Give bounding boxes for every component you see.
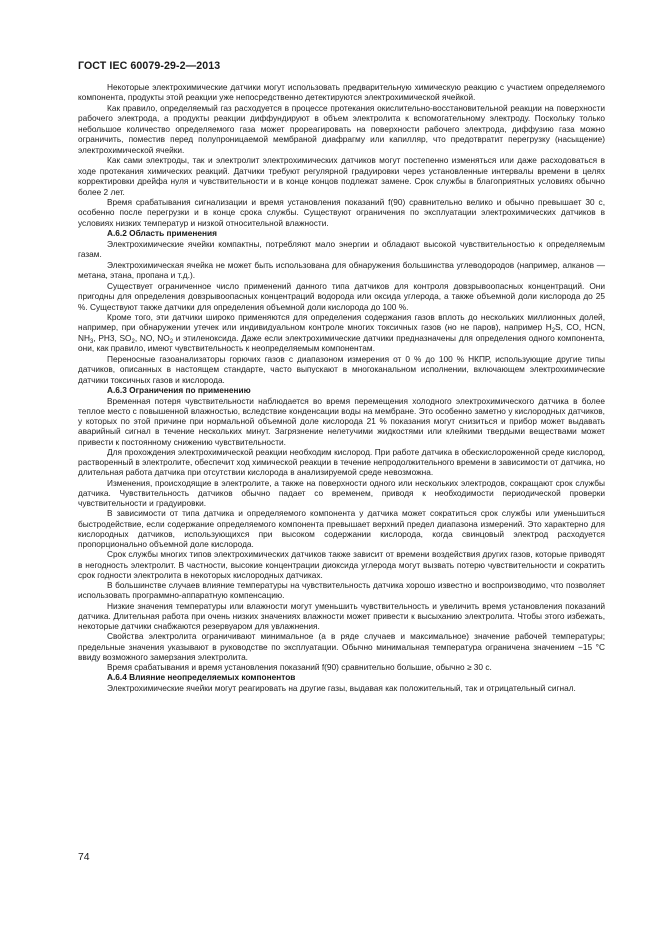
- document-body: [78, 82, 605, 693]
- paragraph: Как правило, определяемый газ расходуется в процессе протекания окислительно-восстановительной реакции на поверхности рабочего электрода, а продукты реакции диффундируют в объем электролита к вспомогательному электроду. Поскольку только небольшое количество определяемого газа может прореагировать на поверхности рабочего электрода, диффузию газа можно ограничить, поместив перед полупроницаемой мембраной диафрагму или капилляр, что предотвратит перегрузку (насыщение) электрохимической ячейки.: [78, 102, 605, 155]
- text-run: Кроме того, эти датчики широко применяются для определения содержания газов вплоть до нескольких миллионных долей, например, при обнаружении утечек или индивидуальном контроле многих токсичных газов (но не паров), например H: [78, 311, 605, 333]
- page-header-standard-title: ГОСТ IEC 60079-29-2—2013: [78, 60, 221, 72]
- section-heading-a62: А.6.2 Область применения: [107, 228, 217, 239]
- paragraph: Временная потеря чувствительности наблюдается во время перемещения холодного электрохимического датчика в более теплое место с повышенной влажностью, вследствие конденсации воды на мембране. Это особенно заметно у кислородных датчиков, у которых по этой причине при нормальной объемной доле кислорода 21 % показания могут снизиться и прибор может выдавать аварийный сигнал в течение нескольких минут. Загрязнение нелетучими жидкостями или клейкими твердыми веществами может привести к постоянному снижению чувствительности.: [78, 395, 605, 447]
- text-run: S, CO, HCN, NH: [78, 322, 605, 343]
- paragraph-gases: [78, 312, 605, 354]
- subscript: 2: [551, 328, 556, 335]
- paragraph: Как сами электроды, так и электролит электрохимических датчиков могут постепенно изменяться или даже расходоваться в ходе протекания химических реакций. Датчики требуют регулярной градуировки через установленные интервалы времени в целях корректировки дрейфа нуля и чувствительности и в конце концов подлежат замене. Срок службы в благоприятных условиях обычно более 2 лет.: [78, 155, 605, 197]
- paragraph: Электрохимические ячейки компактны, потребляют мало энергии и обладают высокой чувствительностью к определяемым газам.: [78, 238, 605, 260]
- paragraph: Срок службы многих типов электрохимических датчиков также зависит от времени воздействия других газов, которые приводят в негодность электролит. В частности, высокие концентрации диоксида углерода могут вызвать потерю чувствительности и сократить срок годности электролита в некоторых кислородных датчиках.: [78, 549, 605, 580]
- section-heading-a64: А.6.4 Влияние неопределяемых компонентов: [107, 672, 296, 683]
- section-heading-a63: А.6.3 Ограничения по применению: [107, 385, 251, 396]
- paragraph: Низкие значения температуры или влажности могут уменьшить чувствительность и увеличить время установления показаний датчика. Длительная работа при очень низких значениях влажности может привести к высыханию электролита. Чтобы этого избежать, некоторые датчики снабжаются резервуаром для увлажнения.: [78, 600, 605, 632]
- paragraph: Существует ограниченное число применений данного типа датчиков для контроля довзрывоопасных концентраций. Они пригодны для определения довзрывоопасных концентраций водорода или оксида углерода, а также объемной доли кислорода до 25 %. Существуют также датчики для определения объемной доли кислорода до 100 %.: [78, 280, 605, 312]
- text-run: , PH3, SO: [93, 332, 132, 343]
- page-number: 74: [78, 852, 90, 863]
- paragraph: Время срабатывания сигнализации и время установления показаний f(90) сравнительно велико и обычно превышает 30 с, особенно после перегрузки и в конце срока службы. Существуют ограничения по эксплуатации электрохимических датчиков в условиях низких температур и низкой относительной влажности.: [78, 196, 605, 228]
- text-run: и этиленоксида. Даже если электрохимические датчики предназначены для определения одного компонента, они, как правило, имеют чувствительность к неопределяемым компонентам.: [78, 332, 605, 354]
- subscript: 3: [89, 338, 94, 345]
- paragraph: В зависимости от типа датчика и определяемого компонента у датчика может сократиться срок службы или уменьшиться быстродействие, если содержание определяемого компонента превышает верхний предел диапазона измерений. Это характерно для кислородных датчиков, использующихся при высоком содержании кислорода, когда свинцовый электрод расходуется пропорционально объемной доле кислорода.: [78, 508, 605, 550]
- paragraph: Переносные газоанализаторы горючих газов с диапазоном измерения от 0 % до 100 % НКПР, использующие другие типы датчиков, описанных в настоящем стандарте, часто выпускают в многоканальном исполнении, включающем электрохимические датчики токсичных газов и кислорода.: [78, 353, 605, 385]
- text-run: , NO, NO: [134, 332, 170, 343]
- paragraph: Некоторые электрохимические датчики могут использовать предварительную химическую реакцию с участием определяемого компонента, продукты этой реакции уже непосредственно детектируются электрохимической ячейкой.: [78, 82, 605, 103]
- subscript: 2: [131, 338, 135, 345]
- paragraph: Свойства электролита ограничивают минимальное (а в ряде случаев и максимальное) значение рабочей температуры; предельные значения указывают в руководстве по эксплуатации. Обычно минимальная температура ограничена значением −15 °С ввиду возможного замерзания электролита.: [78, 631, 605, 662]
- paragraph: Время срабатывания и время установления показаний f(90) сравнительно большие, обычно ≥ 30 с.: [107, 662, 492, 673]
- paragraph: Электрохимические ячейки могут реагировать на другие газы, выдавая как положительный, так и отрицательный сигнал.: [107, 682, 576, 693]
- paragraph: В большинстве случаев влияние температуры на чувствительность датчика хорошо известно и воспроизводимо, что позволяет использовать программно-аппаратную компенсацию.: [78, 580, 605, 601]
- paragraph: Изменения, происходящие в электролите, а также на поверхности одного или нескольких электродов, сокращают срок службы датчика. Чувствительность датчиков обычно падает со временем, приводя к необходимости периодической проверки чувствительности и градуировки.: [78, 477, 605, 509]
- subscript: 2: [169, 338, 174, 345]
- paragraph: Для прохождения электрохимической реакции необходим кислород. При работе датчика в обескислороженной среде кислород, растворенный в электролите, обеспечит ход химической реакции в течение непродолжительного времени в зависимости от датчика, но длительная работа датчика при отсутствии кислорода в анализируемой среде невозможна.: [78, 446, 605, 478]
- paragraph: Электрохимическая ячейка не может быть использована для обнаружения большинства углеводородов (например, алканов — метана, этана, пропана и т.д.).: [78, 259, 605, 281]
